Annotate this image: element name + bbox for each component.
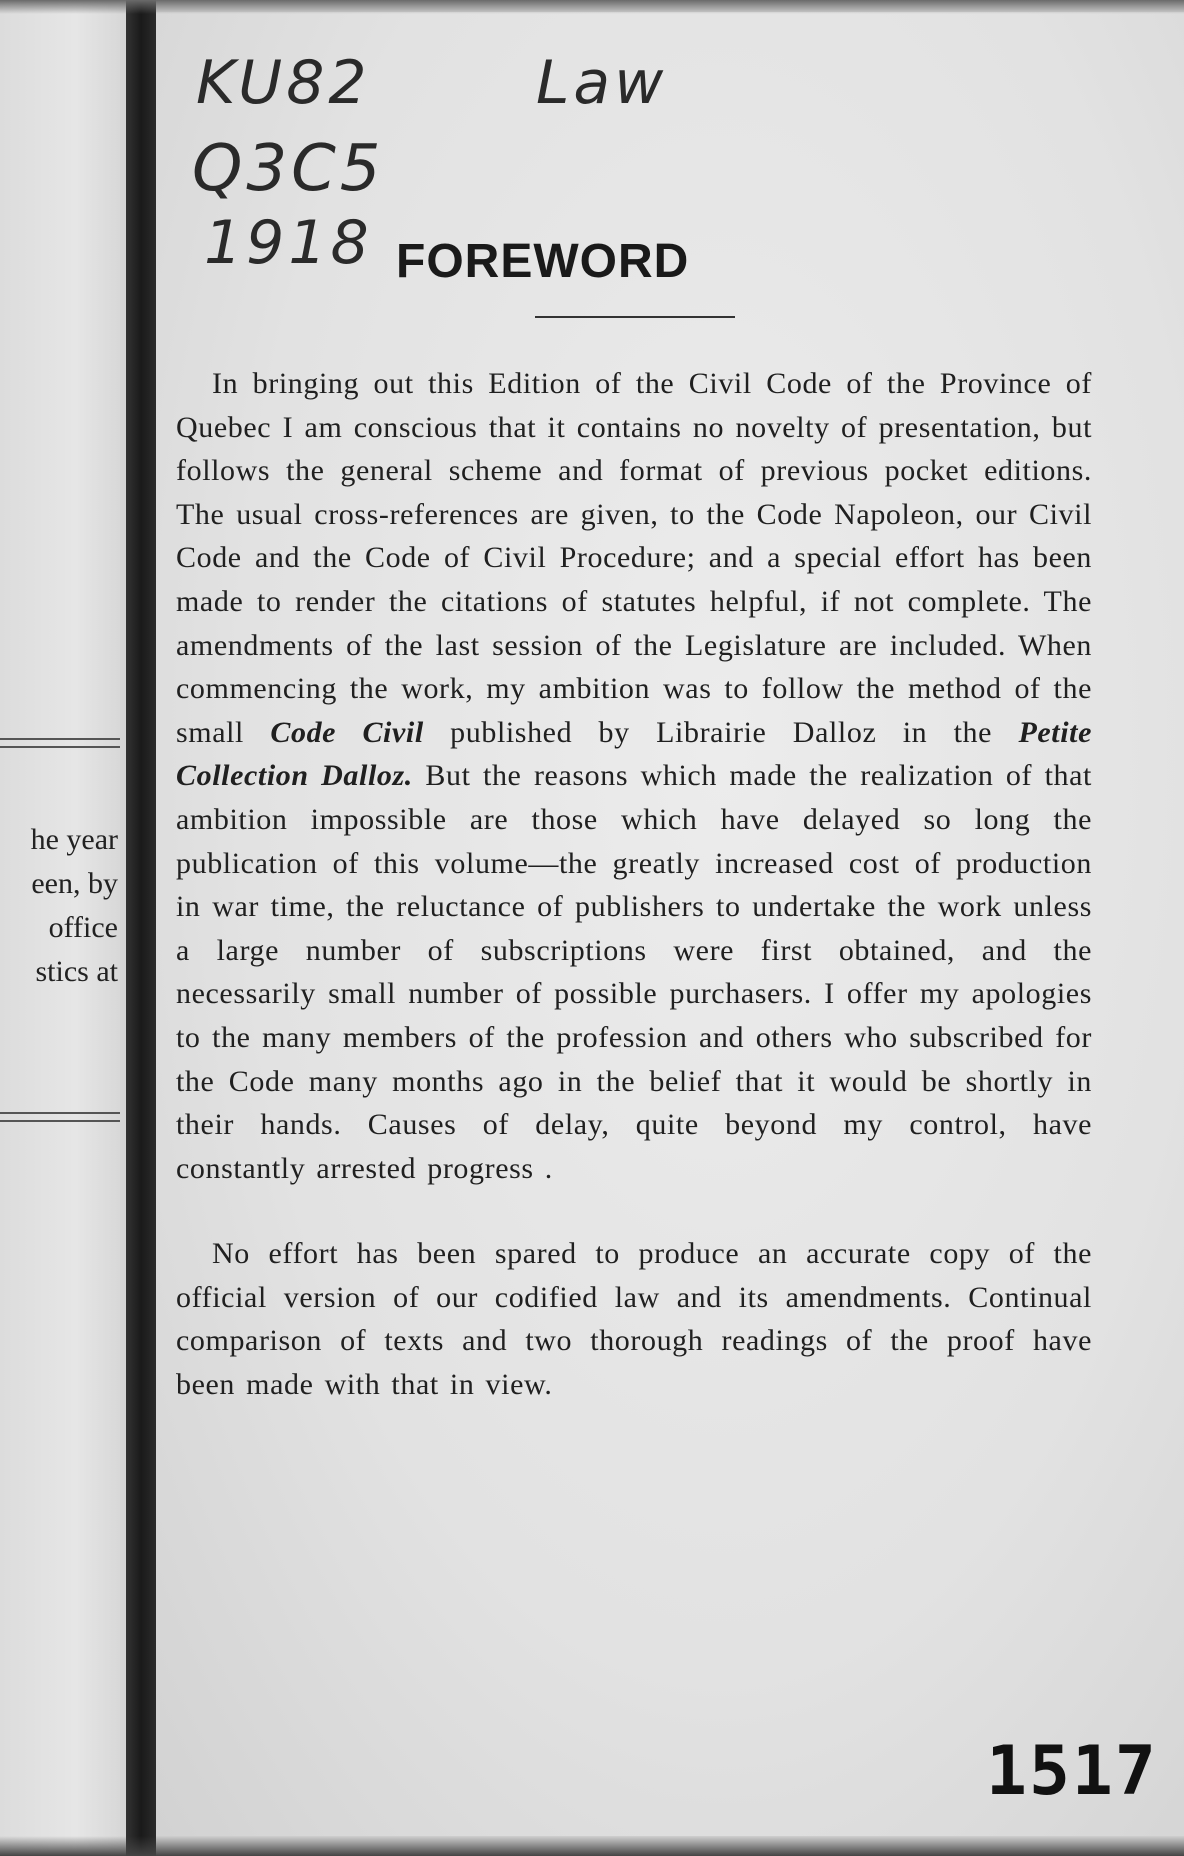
divider bbox=[0, 1112, 120, 1114]
paragraph bbox=[176, 362, 1092, 1190]
italic-title: Petite Collection Dalloz. bbox=[176, 715, 1092, 793]
adjacent-page-line: stics at bbox=[35, 955, 118, 988]
paragraph-text: published by Librairie Dalloz in the bbox=[423, 715, 1019, 749]
foreword-page bbox=[156, 12, 1184, 1836]
adjacent-page-fragment bbox=[0, 0, 126, 1856]
adjacent-page-line: office bbox=[48, 911, 118, 944]
divider bbox=[0, 746, 120, 748]
divider bbox=[0, 738, 120, 740]
paragraph-text: But the reasons which made the realization of that ambition impossible are those which have delayed so long the publication of this volume—the greatly increased cost of production in war time, the reluctance of publishers to undertake the work unless a large number of subscriptions were first obtained, and the necessarily small number of possible purchasers. I offer my apologies to the many members of the profession and others who subscribed for the Code many months ago in the belief that it would be shortly in their hands. Causes of delay, quite beyond my control, have constantly arrested progress . bbox=[176, 759, 1092, 1185]
title-underline bbox=[535, 316, 735, 318]
paragraph: No effort has been spared to produce an accurate copy of the official version of our codified law and its amendments. Continual comparison of texts and two thorough readings of the proof have been made with that in view. bbox=[176, 1237, 1092, 1402]
page-title: FOREWORD bbox=[396, 235, 690, 288]
divider bbox=[0, 1120, 120, 1122]
paragraph-text: In bringing out this Edition of the Civil Code of the Province of Quebec I am conscious that it contains no novelty of presentation, but follows the general scheme and format of previous pocket editions. The usual cross-references are given, to the Code Napoleon, our Civil Code and the Code of Civil Procedure; and a special effort has been made to render the citations of statutes helpful, if not complete. The amendments of the last session of the Legislature are included. When commencing the work, my ambition was to follow the method of the small bbox=[176, 367, 1092, 749]
foreword-body bbox=[176, 362, 1092, 1407]
adjacent-page-line: he year bbox=[30, 823, 118, 856]
italic-title: Code Civil bbox=[270, 715, 424, 749]
scan-edge-shadow bbox=[0, 1836, 1184, 1856]
handwritten-year: 1918 bbox=[204, 208, 373, 278]
handwritten-cutter-number: Q3C5 bbox=[192, 132, 385, 206]
handwritten-call-number: KU82 bbox=[196, 48, 371, 118]
stamped-number: 1517 bbox=[986, 1732, 1158, 1811]
adjacent-page-line: een, by bbox=[31, 867, 118, 900]
book-binding-edge bbox=[126, 0, 156, 1856]
handwritten-subject: Law bbox=[536, 48, 668, 118]
scan-edge-shadow bbox=[0, 0, 1184, 14]
